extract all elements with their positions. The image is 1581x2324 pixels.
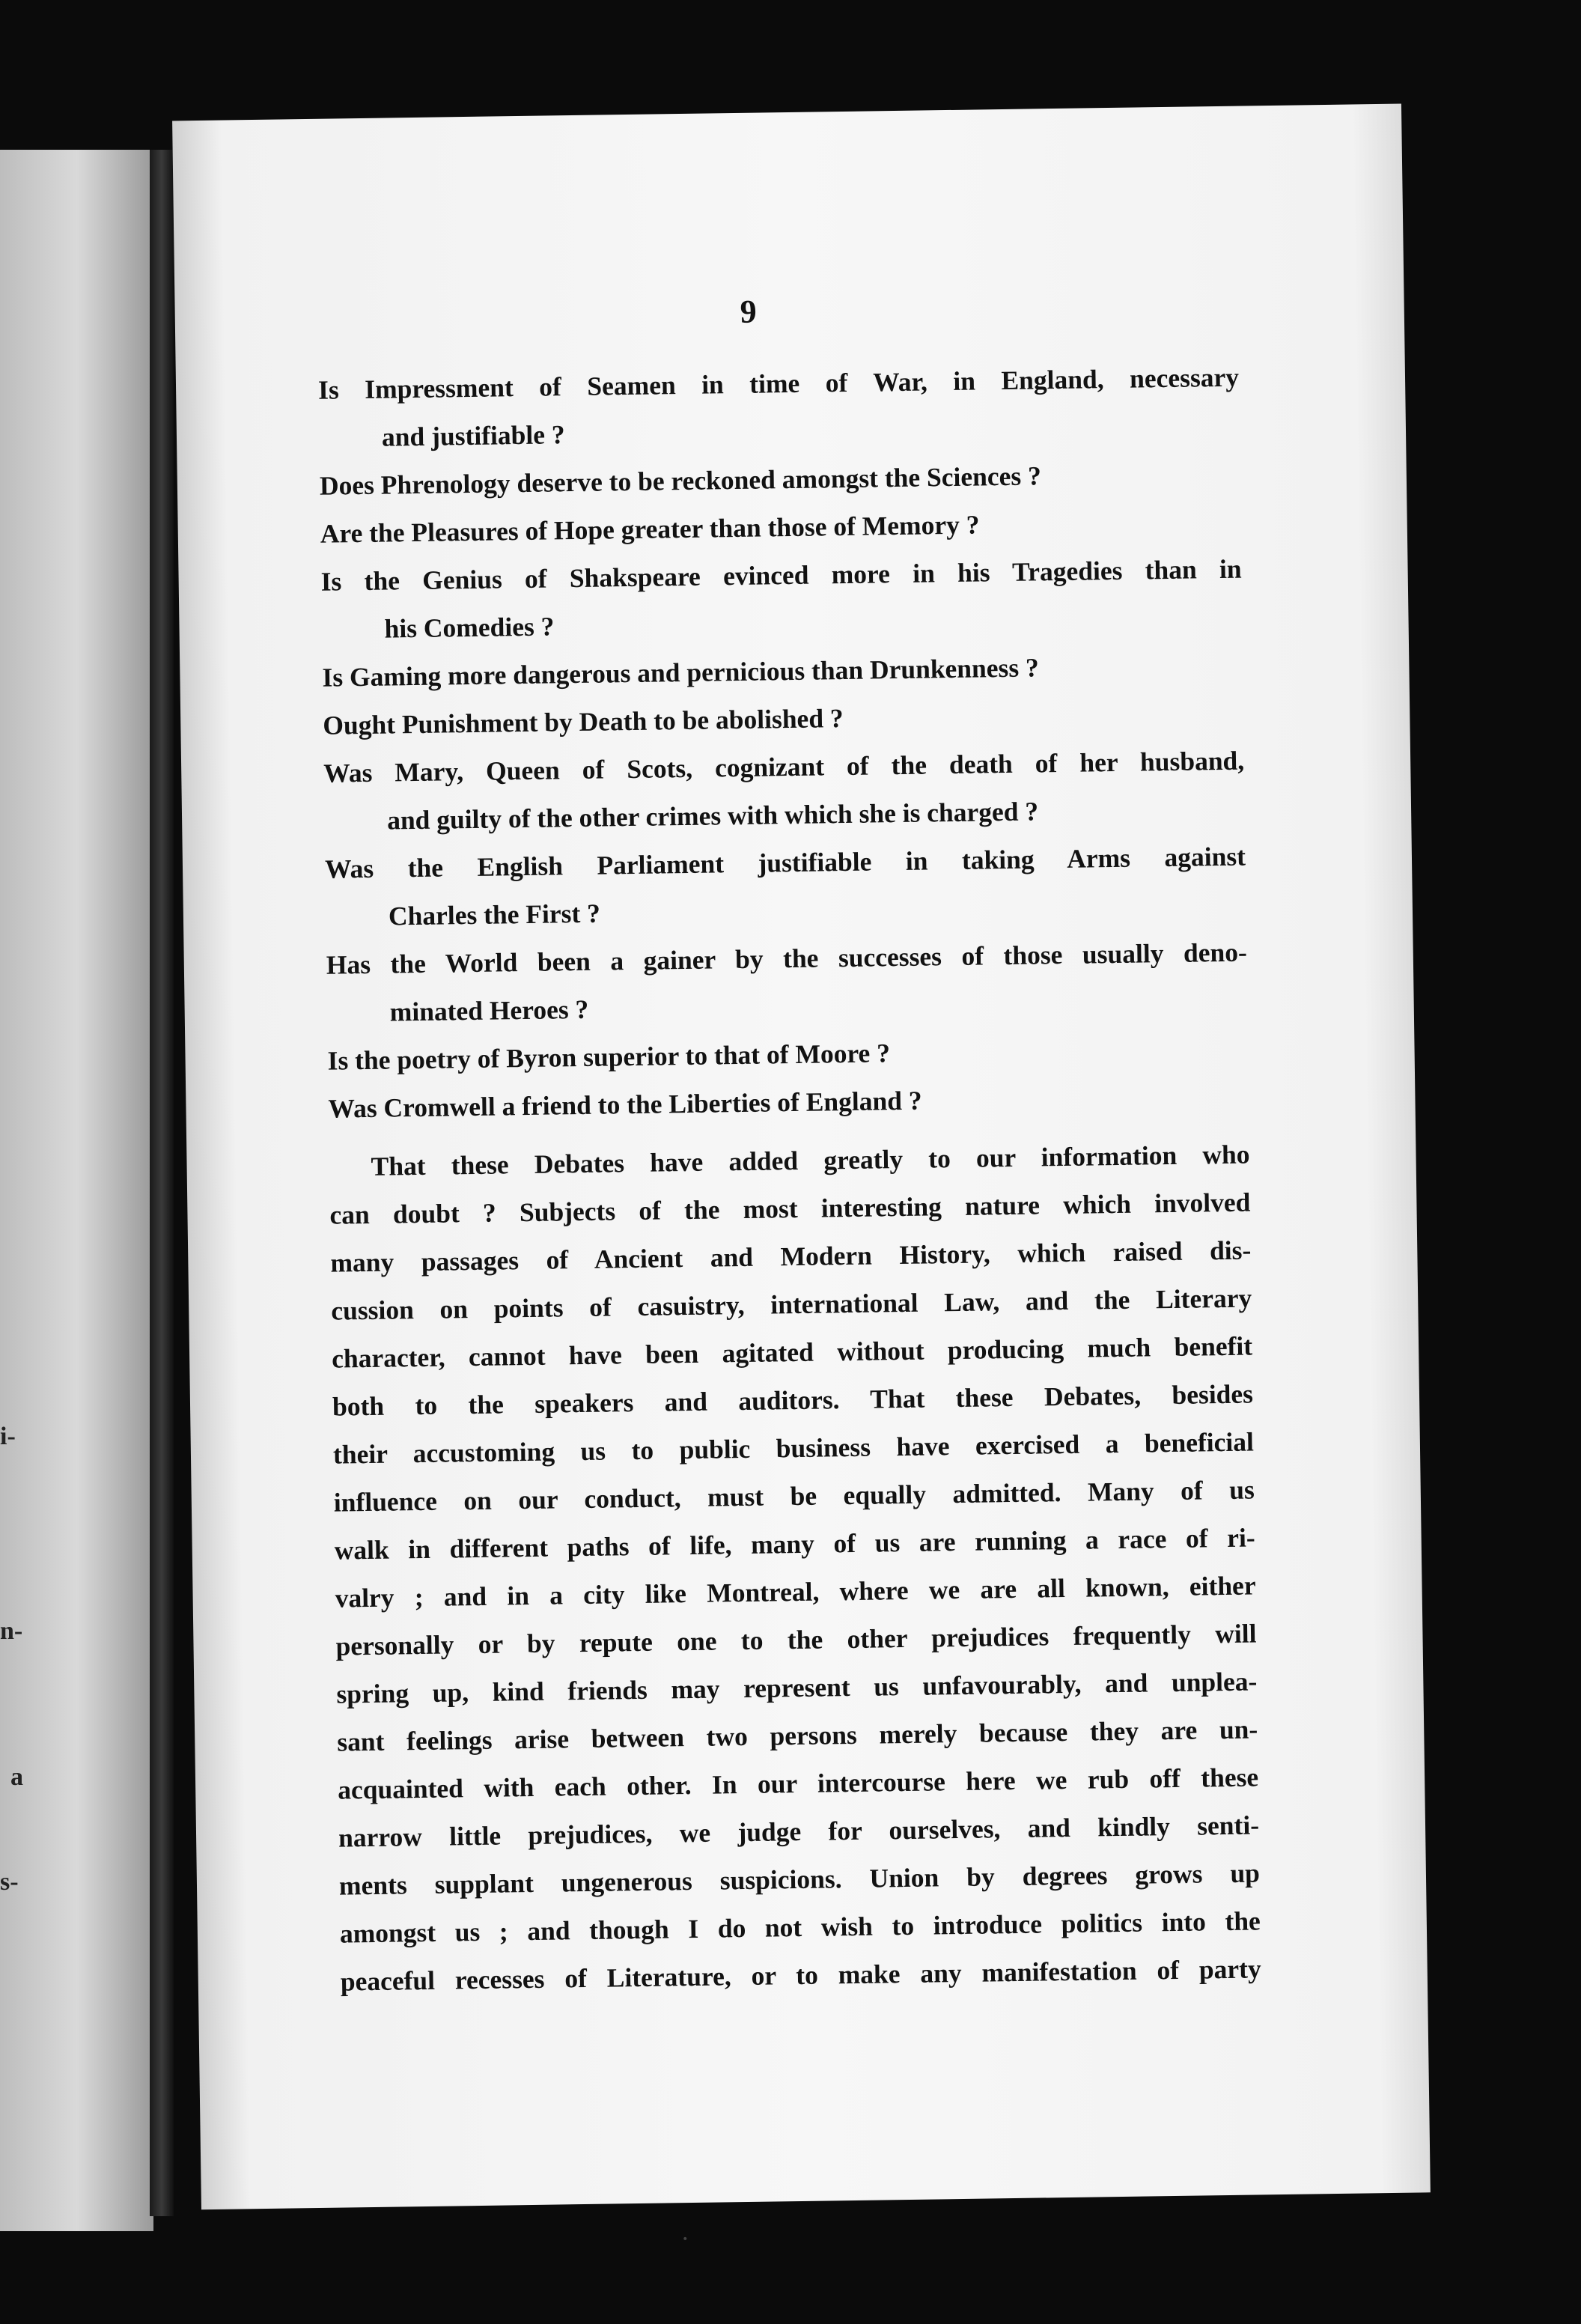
question-line: Are the Pleasures of Hope greater than those of Memory ?: [320, 509, 980, 549]
paragraph-line: personally or by repute one to the other prejudices frequently will: [335, 1618, 1257, 1661]
question-line: Was the English Parliament justifiable in taking Arms against: [324, 841, 1246, 884]
left-page-fragment: n-: [0, 1617, 23, 1645]
book-page: [172, 104, 1431, 2254]
paragraph-line: acquainted with each other. In our intercourse here we rub off these: [337, 1762, 1259, 1805]
paragraph-line: sant feelings arise between two persons merely because they are un-: [337, 1714, 1258, 1757]
question-line: Does Phrenology deserve to be reckoned amongst the Sciences ?: [319, 460, 1042, 501]
paragraph-line: their accustoming us to public business have exercised a beneficial: [332, 1426, 1255, 1470]
question-line: and guilty of the other crimes with which she is charged ?: [386, 796, 1039, 836]
paragraph-line: character, cannot have been agitated without producing much benefit: [331, 1330, 1253, 1374]
left-facing-page: [0, 150, 153, 2231]
left-page-fragment: s-: [0, 1868, 19, 1896]
question-line: Was Mary, Queen of Scots, cognizant of the death of her husband,: [323, 745, 1245, 788]
book-gutter: [150, 150, 174, 2216]
paragraph-line: can doubt ? Subjects of the most interesting nature which involved: [329, 1187, 1251, 1230]
question-line: Is the poetry of Byron superior to that of Moore ?: [327, 1038, 891, 1076]
left-page-fragment: i-: [0, 1423, 16, 1450]
question-item: [323, 737, 1246, 845]
question-line: Was Cromwell a friend to the Liberties of England ?: [328, 1085, 922, 1124]
body-paragraph: [329, 1131, 1261, 2006]
question-line: Is Gaming more dangerous and pernicious than Drunkenness ?: [322, 652, 1040, 693]
paragraph-line: amongst us ; and though I do not wish to introduce politics into the: [339, 1905, 1261, 1949]
page-text: [318, 353, 1261, 2006]
paragraph-line: valry ; and in a city like Montreal, where we are all known, either: [335, 1570, 1256, 1613]
paragraph-line: peaceful recesses of Literature, or to make any manifestation of party: [340, 1953, 1261, 1997]
left-page-fragment: a: [10, 1763, 23, 1791]
question-line: Is the Genius of Shakspeare evinced more in his Tragedies than in: [320, 553, 1242, 597]
paragraph-line: many passages of Ancient and Modern History, which raised dis-: [330, 1235, 1252, 1278]
question-item: [320, 545, 1243, 654]
question-item: [326, 928, 1248, 1037]
question-line: minated Heroes ?: [389, 994, 589, 1027]
question-item: [318, 353, 1240, 462]
page-number: 9: [740, 293, 758, 330]
paragraph-line: both to the speakers and auditors. That these Debates, besides: [332, 1378, 1254, 1422]
question-line: Has the World been a gainer by the successes of those usually deno-: [326, 937, 1247, 980]
question-line: his Comedies ?: [384, 611, 555, 644]
question-line: and justifiable ?: [381, 419, 565, 452]
paragraph-line: cussion on points of casuistry, international Law, and the Literary: [331, 1283, 1252, 1326]
paragraph-line: narrow little prejudices, we judge for ourselves, and kindly senti-: [338, 1810, 1260, 1853]
paragraph-line: That these Debates have added greatly to our information who: [371, 1139, 1250, 1181]
question-line: Ought Punishment by Death to be abolished ?: [323, 703, 844, 740]
question-line: Charles the First ?: [388, 898, 601, 931]
paragraph-line: spring up, kind friends may represent us unfavourably, and unplea-: [336, 1666, 1258, 1709]
paragraph-line: ments supplant ungenerous suspicions. Union by degrees grows up: [338, 1858, 1261, 1901]
question-item: [325, 833, 1247, 941]
question-line: Is Impressment of Seamen in time of War, in England, necessary: [317, 362, 1240, 405]
page-speck: ·: [680, 2225, 690, 2254]
paragraph-line: influence on our conduct, must be equally admitted. Many of us: [333, 1474, 1255, 1518]
paragraph-line: walk in different paths of life, many of us are running a race of ri-: [334, 1522, 1255, 1566]
